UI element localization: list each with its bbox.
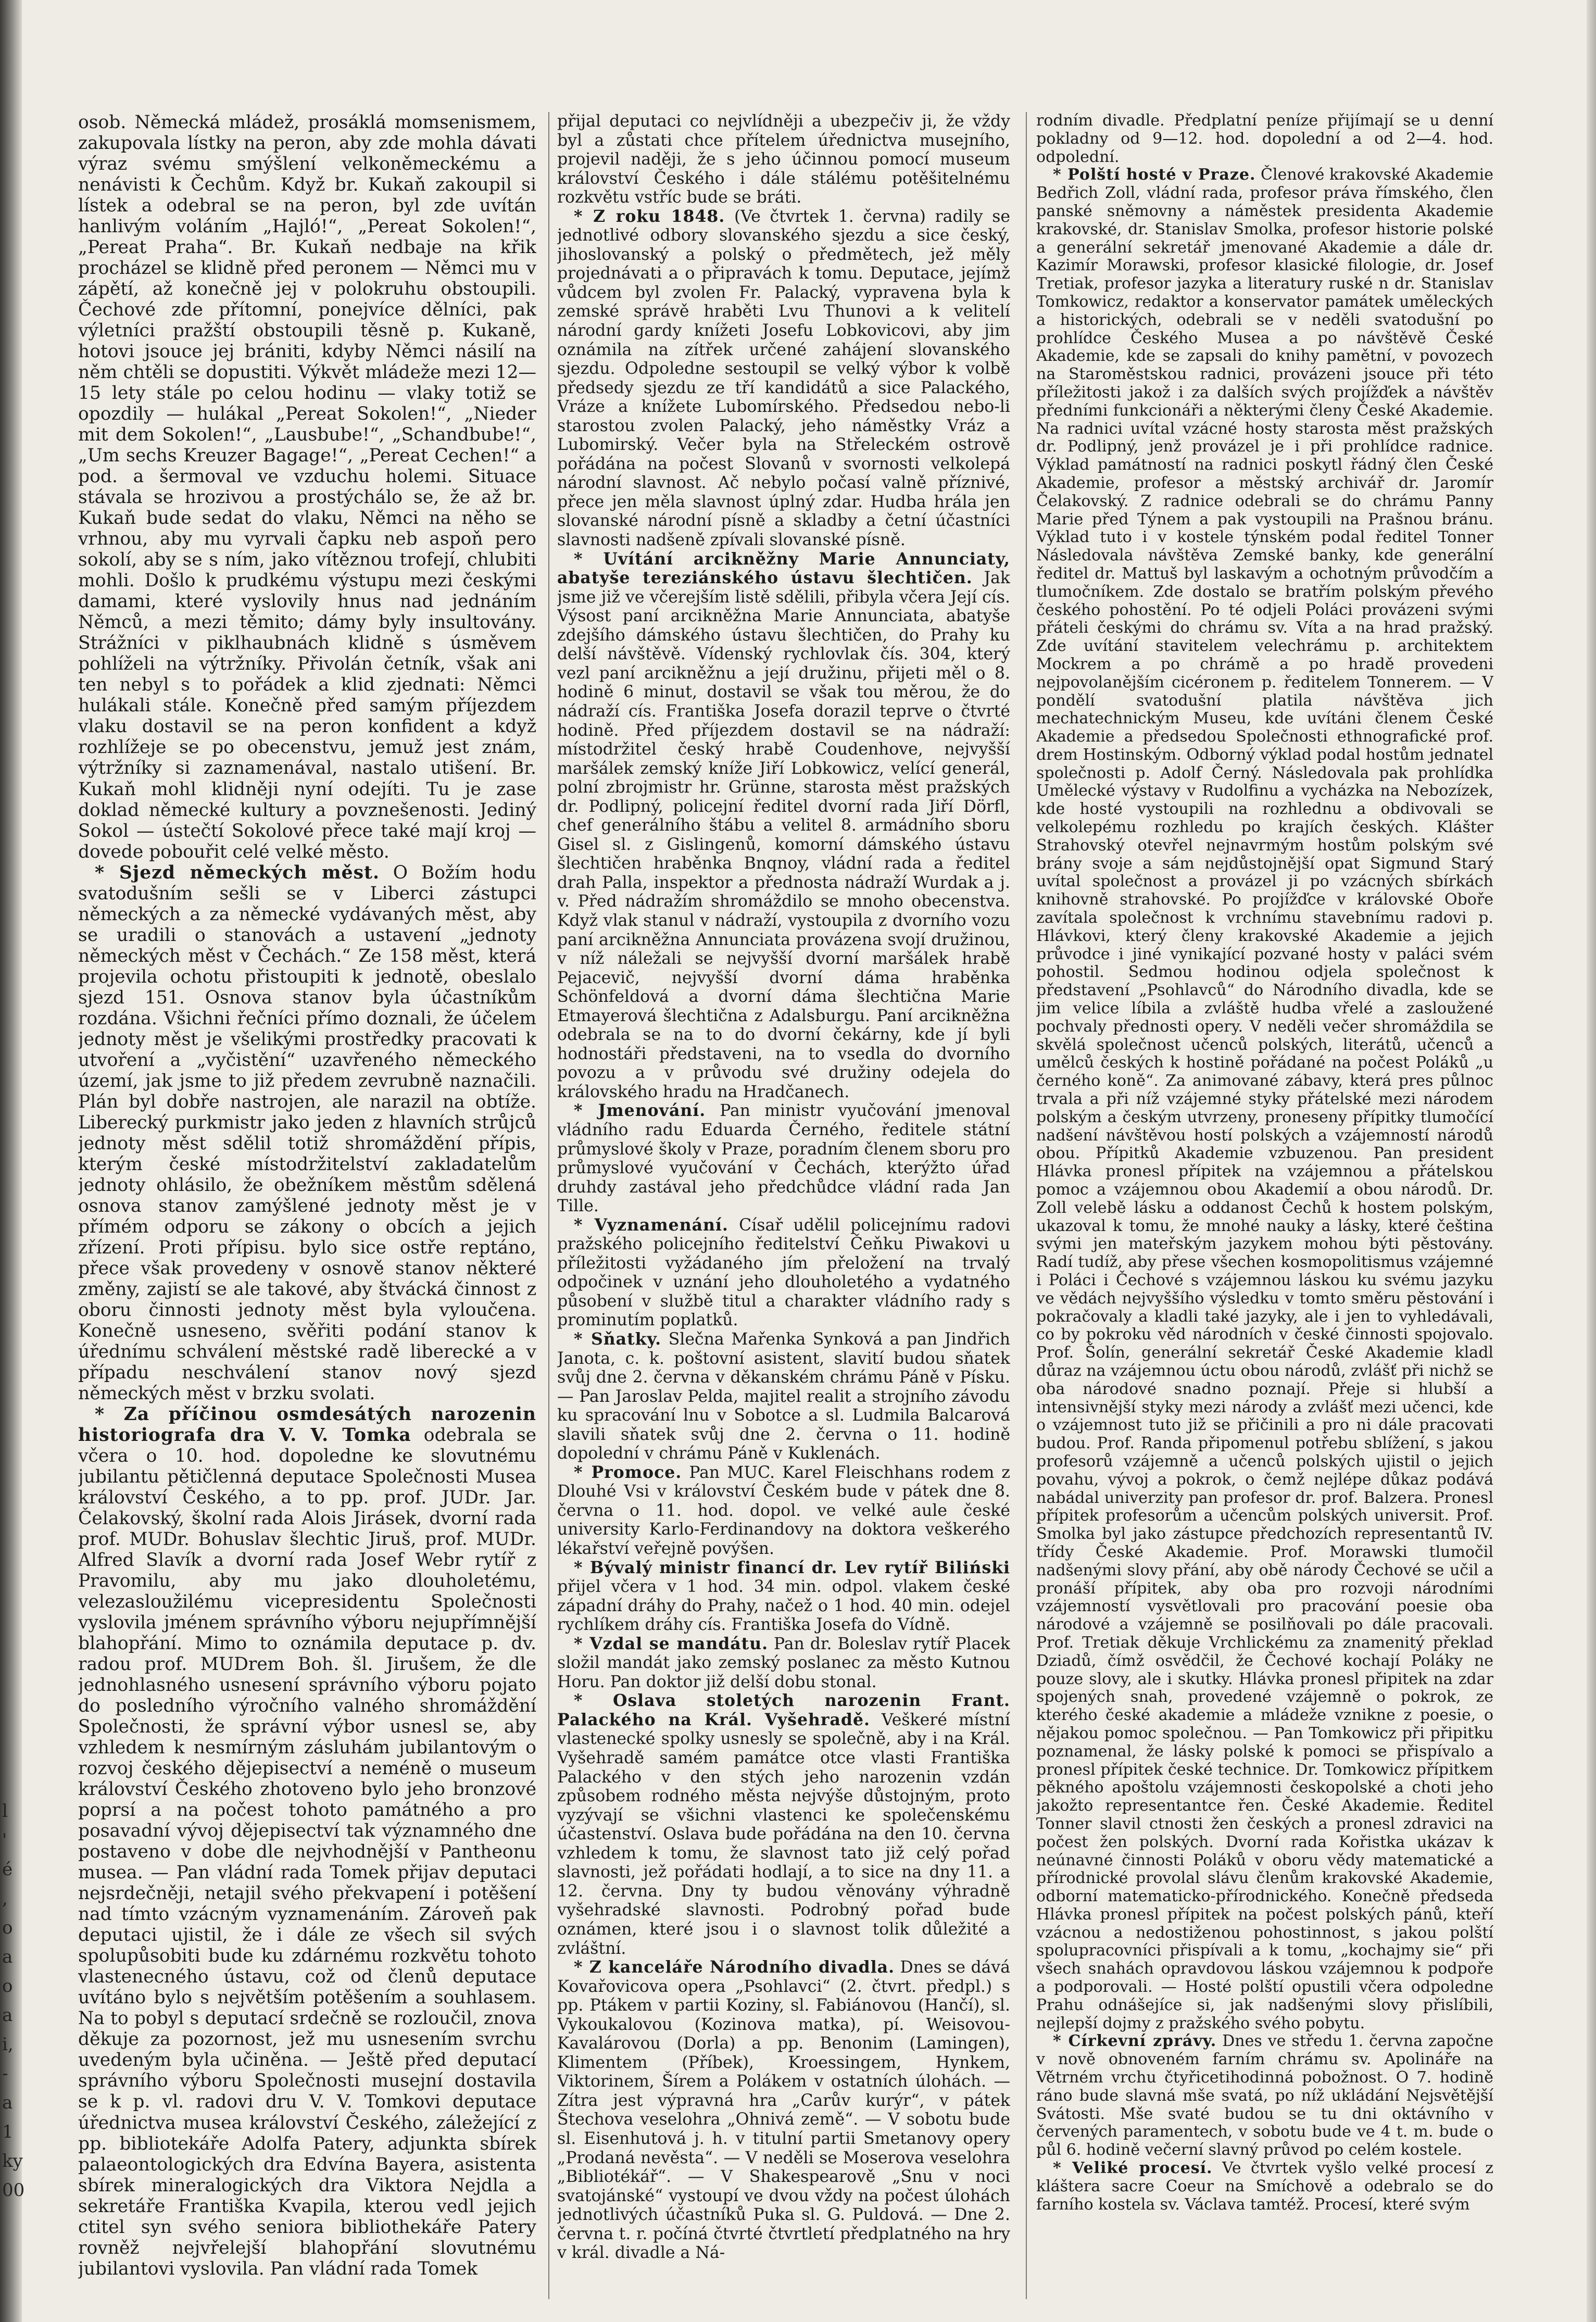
news-item-heading: * Oslava stoletých narozenin Frant. Palackého na Král. Vyšehradě. <box>557 1691 1010 1729</box>
news-item-body: přijel včera v 1 hod. 34 min. odpol. vlakem české západní dráhy do Prahy, načež o 1 hod. 40 min. odejel rychlíkem dráhy cís. Františka Josefa do Vídně. <box>557 1577 1010 1635</box>
news-item-body: Pan ministr vyučování jmenoval vládního radu Eduarda Černého, ředitele státní průmyslové školy v Praze, poradním členem sboru pro průmyslové vyučování v Čechách, kterýžto úřad druhdy zastával jeho předchůdce vládní rada Jan Tille. <box>557 1101 1010 1216</box>
news-item <box>1036 2032 1493 2160</box>
news-item <box>557 1958 1010 2263</box>
news-item-body: Dnes se dává Kovařovicova opera „Psohlavci“ (2. čtvrt. předpl.) s pp. Ptákem v partii Koziny, sl. Fabiánovou (Hančí), sl. Vykoukalovou (Kozinova matka), pí. Weisovou-Kavalárovou (Dorla) a pp. Benonim (Lamingen), Klimentem (Příbek), Kroessingem, Hynkem, Viktorinem, Šírem a Polákem v ostatních úlohách. — Zítra jest výpravná hra „Carův kurýr“, v pátek Štechova veselohra „Ohnivá země“. — V sobotu bude sl. Eisenhutová j. h. v titulní partii Smetanovy opery „Prodaná nevěsta“. — V neděli se Moserova veselohra „Bibliotékář“. — V Shakespearově „Snu v noci svatojánské“ vystoupí ve dvou vždy na počest úlohách jednotlivých účastníků Puka sl. G. Puldová. — Dne 2. června t. r. počíná čtvrté čtvrtletí předplatného na hry v král. divadle a Ná- <box>557 1958 1010 2263</box>
news-item <box>557 1559 1010 1635</box>
news-item <box>78 862 536 1404</box>
news-item-body: osob. Německá mládež, prosáklá momsenismem, zakupovala lístky na peron, aby zde mohla dávati výraz svému smýšlení velkoněmeckému a nenávisti k Čechům. Když br. Kukaň zakoupil si lístek a odebral se na peron, byl zde uvítán hanlivým voláním „Hajló!“, „Pereat Sokolen!“, „Pereat Praha“. Br. Kukaň nedbaje na křik procházel se klidně před peronem — Němci mu v zápětí, až konečně jej v polokruhu obstoupili. Čechové zde přítomní, ponejvíce dělníci, pak výletníci pražští obstoupili těsně p. Kukaně, hotovi jsouce jej brániti, kdyby Němci násilí na něm chtěli se dopustiti. Výkvět mládeže mezi 12—15 lety stále po celou hodinu — vlaky totiž se opozdily — hulákal „Pereat Sokolen!“, „Nieder mit dem Sokolen!“, „Lausbube!“, „Schandbube!“, „Um sechs Kreuzer Bagage!“, „Pereat Cechen!“ a pod. a šermoval ve vzduchu holemi. Situace stávala se hrozivou a prostýchálo se, že až br. Kukaň bude sedat do vlaku, Němci na něho se vrhnou, aby mu vyrvali čapku neb aspoň pero sokolí, aby se s ním, jako vítěznou trofejí, chlubiti mohli. Došlo k prudkému výstupu mezi českými damami, které vyslovily hnus nad jednáním Němců, a mezi těmito; dámy byly insultovány. Strážníci v piklhaubnách klidně s úsměvem pohlíželi na výtržníky. Přivolán četník, však ani ten nebyl s to pořádek a klid zjednati: Němci hulákali stále. Konečně před samým příjezdem vlaku dostavil se na peron konfident a když rozhlížeje se po obecenstvu, jemuž jest znám, výtržníky si zaznamenával, nastalo utišení. Br. Kukaň mohl klidněji nyní odejíti. Tu je zase doklad německé kultury a povznešenosti. Jediný Sokol — ústečtí Sokolové přece také mají kroj — dovede pobouřit celé velké město. <box>78 112 536 862</box>
news-item <box>78 1404 536 2279</box>
column-divider <box>548 112 549 2299</box>
news-item-heading: * Uvítání arcikněžny Marie Annunciaty, abatyše tereziánského ústavu šlechtičen. <box>557 549 1010 588</box>
news-item-body: rodním divadle. Předplatní peníze přijímají se u denní pokladny od 9—12. hod. dopolední a od 2—4. hod. odpolední. <box>1036 112 1493 166</box>
margin-fragment: o <box>2 1917 13 1938</box>
news-item <box>557 1101 1010 1215</box>
margin-fragment: é <box>2 1859 13 1880</box>
margin-fragment: a <box>2 1947 13 1967</box>
column-2 <box>557 112 1010 2299</box>
news-item-body: Slečna Mařenka Synková a pan Jindřich Janota, c. k. poštovní asistent, slavití budou sňatek svůj dne 2. června v děkanském chrámu Páně v Písku. — Pan Jaroslav Pelda, majitel realit a strojního závodu ku spracování lnu v Sobotce a sl. Ludmila Balcarová slavili sňatek svůj dne 2. června o 11. hodině dopolední v chrámu Páně v Kuklenách. <box>557 1330 1010 1463</box>
margin-fragment: o <box>2 1976 13 1997</box>
page-edge-right <box>1587 0 1596 2322</box>
news-item-body: (Ve čtvrtek 1. června) radily se jednotlivé odbory slovanského sjezdu a sice český, jihoslovanský a polský o předmětech, jež měly projednávati a o připravách k tomu. Deputace, jejímž vůdcem byl zvolen Fr. Palacký, vypravena byla k zemské správě hraběti Lvu Thunovi a k velitelí národní gardy knížeti Josefu Lobkovicovi, aby jim oznámila na zítřek určené zahájení slovanského sjezdu. Odpoledne sestoupil se velký výbor k volbě předsedy sjezdu ze tří kandidátů a sice Palackého, Vráze a knížete Lubomírského. Předsedou nebo-li starostou zvolen Palacký, jeho náměstky Vráz a Lubomirský. Večer byla na Střeleckém ostrově pořádána na počest Slovanů v svornosti velkolepá národní slavnost. Ač nebylo počasí valně příznivé, přece jen měla slavnost úplný zdar. Hudba hrála jen slovanské národní písně a skladby a četní účastníci slavnosti nadšeně zpívali slovanské písně. <box>557 207 1010 550</box>
news-item-heading: * Jmenování. <box>574 1101 706 1121</box>
margin-fragment: - <box>2 2063 8 2084</box>
news-item-body: odebrala se včera o 10. hod. dopoledne ke slovutnému jubilantu pětičlenná deputace Společnosti Musea království Českého, a to pp. prof. JUDr. Jar. Čelakovský, školní rada Alois Jirásek, dvorní rada prof. MUDr. Bohuslav šlechtic Jiruš, prof. MUDr. Alfred Slavík a dvorní rada Josef Webr rytíř z Pravomilu, aby mu jako dlouholetému, velezasloužilému vicepresidentu Společnosti vyslovila jménem správního výboru nejupřímnější blahopřání. Mimo to oznámila deputace p. dv. radou prof. MUDrem Boh. šl. Jirušem, že dle jednohlasného usnesení správního výboru pojato do posledního výročního valného shromáždění Společnosti, že správní výbor usnesl se, aby vzhledem k nesmírným zásluhám jubilantovým o rozvoj českého dějepisectví a neméně o museum království Českého zhotoveno bylo jeho bronzové poprsí a na počest tohoto památného a pro posavadní vývoj dějepisectví tak významného dne postaveno v dobe dle nejvhodnější v Pantheonu musea. — Pan vládní rada Tomek přijav deputaci nejsrdečněji, netajil svého překvapení i potěšení nad tímto vzácným vyznamenáním. Zároveň pak deputaci ujistil, že i dále ze všech sil svých spolupůsobiti bude ku zdárnému rozkvětu tohoto vlastenecného ústavu, což od členů deputace uvítáno bylo s největším potěšením a souhlasem. Na to pobyl s deputací srdečně se rozloučil, znova děkuje za pozornost, jež mu usnesením svrchu uvedeným byla učiněna. — Ještě před deputací správního výboru Společnosti musejní dostavila se k p. vl. radovi dru V. V. Tomkovi deputace úřednictva musea království Českého, záležející z pp. bibliotekáře Adolfa Patery, adjunkta sbírek palaeontologických dra Edvína Bayera, asistenta sbírek mineralogických dra Viktora Nejdla a sekretáře Františka Kvapila, kterou vedl jejich ctitel syn svého seniora bibliothekáře Patery rovněž nejvřelejší blahopřání slovutnému jubilantovi vyslovila. Pan vládní rada Tomek <box>78 1424 536 2279</box>
news-item-heading: * Sňatky. <box>574 1329 662 1349</box>
column-3 <box>1036 112 1493 2299</box>
margin-fragment: l <box>2 1801 8 1822</box>
news-item <box>557 550 1010 1102</box>
news-item-heading: * Z kanceláře Národního divadla. <box>574 1957 895 1977</box>
news-item <box>557 1463 1010 1559</box>
news-item-body: Členové krakovské Akademie Bedřich Zoll, vládní rada, profesor práva římského, člen panské sněmovny a náměstek presidenta Akademie krakovské, dr. Stanislav Smolka, profesor historie polské a generální sekretář jmenované Akademie a dále dr. Kazimír Morawski, profesor klasické filologie, dr. Josef Tretiak, profesor jazyka a literatury ruské n dr. Stanislav Tomkowicz, redaktor a konservator památek uměleckých a historických, odebrali se v neděli svatodušní po prohlídce Českého Musea a po návštěvě České Akademie, kde se zapsali do knihy pamětní, v povozech na Staroměstskou radnici, provázeni jsouce při této příležitosti jakož i za dalších svých projížďek a návštěv předními funkcionáři a některými členy České Akademie. Na radnici uvítal vzácné hosty starosta měst pražských dr. Podlipný, jenž provázel je i při prohlídce radnice. Výklad památností na radnici poskytl řádný člen České Akademie, profesor a městský archivář dr. Jaromír Čelakovský. Z radnice odebrali se do chrámu Panny Marie před Týnem a pak vystoupili na Prašnou bránu. Výklad tuto i v kostele týnském podal ředitel Tonner Následovala návštěva Zemské banky, kde generální ředitel dr. Mattuš byl laskavým a ochotným průvodčím a tlumočníkem. Zde dostalo se bratřím polským převého českého pohostění. Po té odjeli Poláci provázeni svými přáteli českými do chrámu sv. Víta a na hrad pražský. Zde uvítání stavitelem velechrámu p. architektem Mockrem a po chrámě a po hradě provedeni nejpovolanějším cicéronem p. ředitelem Tonnerem. — V pondělí svatodušní platila návštěva jich mechatechnickým Museu, kde uvítáni členem České Akademie a předsedou Společnosti ethnografické prof. drem Hostinským. Odborný výklad podal hostům jednatel společnosti p. Adolf Černý. Následovala pak prohlídka Umělecké výstavy v Rudolfinu a vycházka na Nebozízek, kde hosté vystoupili na rozhlednu a obdivovali se velkolepému rozhledu po krajích českých. Klášter Strahovský otevřel nejnavrmým hostům polským své brány svoje a sám nejdůstojnější opat Sigmund Starý uvítal společnost a provázel ji po vzácných sbírkách knihovně strahovské. Po projížďce v královské Oboře zavítala společnost k vrchnímu stavebnímu radovi p. Hlávkovi, který členy krakovské Akademie a jejich průvodce i jiné vynikající pozvané hosty v paláci svém pohostil. Sedmou hodinou odjela společnost k představení „Psohlavců“ do Národního divadla, kde se jim velice líbila a zvláště hudba vřelé a zasloužené pochvaly přednosti opery. V neděli večer shromáždila se skvělá společnost učenců polských, literátů, učenců a umělců českých k hostině pořádané na počest Poláků „u černého koně“. Za animované zábavy, která pres půlnoc trvala a při níž vzájemné styky přátelské mezi národem polským a českým utvrzeny, proneseny přípitky tlumočící nadšení návštěvou hostí polských a vzájemností národů obou. Přípitků Akademie vzbuzenou. Pan president Hlávka pronesl přípitek na vzájemnou a přátelskou pomoc a vzájemnou obou Akademií a obou národů. Dr. Zoll velebě lásku a oddanost Čechů k hostem polským, ukazoval k tomu, že mnohé nauky a lásky, které čeština svými jen mateřským jazykem mohou býti pěstovány. Radí tudíž, aby přese všechen kosmopolitismus vzájemné i Poláci i Čechové s vzájemnou láskou ku svému jazyku ve vědách nejvyššího výsledku v tomto směru pěstování i pokračovaly a kladli také jazyky, ale i jen to vyhledávali, co by pokroku věd národních v české činnosti spojovalo. Prof. Šolín, generální sekretář České Akademie kladl důraz na vzájemnou úctu obou národů, zvlášť při nichž se oba národové snadno poznají. Přeje si hlubší a intensivnější styky mezi národy a zvlášť mezi učenci, kde o vzájemnost tuto již se přičinili a pro ni dále pracovati budou. Prof. Randa připomenul potřebu sblížení, s jakou profesorů vzájemně a učenců polských ujistil o jejich povahu, vývoj a pokrok, o čemž nejlépe důkaz podává nabádal univerzity pan profesor dr. prof. Balzera. Pronesl přípitek profesorům a učencům polských universit. Prof. Smolka byl jako zástupce předchozích representantů IV. třídy České Akademie. Prof. Morawski tlumočil nadšenými slovy přání, aby obě národy Čechové se učil a pronáší přípitek, aby oba pro rozvoji národními vzájemností vysvětlovali pro pracování poesie oba národové a vzájemně se posilňovali po dále pracovali. Prof. Tretiak děkuje Vrchlickému za znamenitý překlad Dziadů, čímž osvědčil, že Čechové kochají Poláky ne pouze slovy, ale i skutky. Hlávka pronesl připitek na zdar spojených snah, provedené vzájemně o pokrok, ze kterého české akademie a mládeže vznikne z poesie, o nějakou pomoc společnou. — Pan Tomkowicz při připitku poznamenal, že lásky polské k pomoci se přispívalo a pronesl přípitek české technice. Dr. Tomkowicz přípitkem pěkného apoštolu vzájemnosti českopolské a choti jeho jakožto representantce řen. České Akademie. Ředitel Tonner slavil ctnosti žen českých a pronesl zdravici na počest žen polských. Dvorní rada Kořistka ukázav k neúnavné činnosti Poláků v oboru vědy matematické a přírodnické provolal slávu členům krakovské Akademie, odborní matematicko-přírodnického. Konečně předseda Hlávka pronesl přípitek na počest polských pánů, kteří vzácnou a nedostiženou pohostinnost, s jakou polští spolupracovníci přispívali a k tomu, „kochajmy sie“ při všech snahách opravdovou láskou vzájemnou k podpoře a podporovali. — Hosté polští opustili včera odpoledne Prahu odnášejíce si, jak nadšenými slovy přislíbili, nejlepší dojmy z pražského svého pobytu. <box>1036 166 1493 2032</box>
news-item-body: O Božím hodu svatodušním sešli se v Liberci zástupci německých a za německé vydávaných měst, aby se uradili o stanovách a ustavení „jednoty německých měst v Čechách.“ Ze 158 měst, která projevila ochotu přistoupiti k jednotě, obeslalo sjezd 151. Osnova stanov byla účastníkům rozdána. Všichni řečníci přímo doznali, že účelem jednoty měst je všelikými prostředky pracovati k utvoření a „vyčistění“ uzavřeného německého území, jak jsme to již předem zevrubně naznačili. Plán byl dobře nastrojen, ale narazil na obtíže. Liberecký purkmistr jako jeden z hlavních strůjců jednoty měst sdělil totiž shromáždění přípis, kterým české místodržitelství zakladatelům jednoty ohlásilo, že obežníkem městům sdělená osnova stanov zamýšlené jednoty měst je v přímém odporu se zákony o obcích a jejich zřízení. Proti přípisu. bylo sice ostře reptáno, přece však provedeny v osnově stanov některé změny, zajistí se ale takové, aby štvácká činnost z oboru činnosti jednoty měst byla vyloučena. Konečně usneseno, svěřiti podání stanov k úřednímu schválení městské radě liberecké a v případu neschválení stanov nový sjezd německých měst v brzku svolati. <box>78 862 536 1404</box>
previous-page-margin-fragments <box>2 1797 25 2205</box>
article-columns <box>78 112 1562 2299</box>
news-item <box>557 207 1010 550</box>
news-item <box>557 1691 1010 1958</box>
margin-fragment: a <box>2 2005 13 2026</box>
news-item-body: přijal deputaci co nejvlídněji a ubezpečiv ji, že vždy byl a zůstati chce přítelem úřednictva musejního, projevil naději, že s jeho účinnou pomocí museum království Českého i dále stálému potěšitelnému rozkvětu vstříc bude se bráti. <box>557 112 1010 207</box>
column-1 <box>78 112 536 2299</box>
news-item-body: Jak jsme již ve včerejším listě sdělili, přibyla včera Její cís. Výsost paní arcikněžna Marie Annunciata, abatyše zdejšího dámského ústavu šlechtičen, do Prahy ku delší návštěvě. Vídenský rychlovlak čís. 304, který vezl paní arcikněžnu a její družinu, přijeti měl o 8. hodině 6 minut, dostavil se však tou měrou, že do nádraží cís. Františka Josefa dorazil teprve o čtvrté hodině. Před příjezdem dostavil se na nádraží: místodržitel český hrabě Coudenhove, nejvyšší maršálek zemský kníže Jiří Lobkowicz, velící generál, polní zbrojmistr hr. Grünne, starosta měst pražských dr. Podlipný, policejní ředitel dvorní rada Jiří Dörfl, chef generálního štábu a velitel 8. armádního sboru Gisel sl. z Gislingenů, komorní dámského ústavu šlechtičen hraběnka Bnqnoy, vládní rada a ředitel drah Palla, inspektor a přednosta nádraží Wurdak a j. v. Před nádražím shromáždilo se mnoho obecenstva. Když vlak stanul v nádraží, vystoupila z dvorního vozu paní arcikněžna Annunciata provázena svojí družinou, v níž náležali se nejvyšší dvorní maršálek hrabě Pejacevič, nejvyšší dvorní dáma hraběnka Schönfeldová a dvorní dáma šlechtična Marie Etmayerová šlechtična z Adalsburgu. Paní arcikněžna odebrala se na to do dvorní čekárny, kde jí byli hodnostáři představeni, na to vsedla do dvorního povozu a v průvodu své družiny odejela do královského hradu na Hradčanech. <box>557 569 1010 1101</box>
news-item-heading: * Vzdal se mandátu. <box>574 1634 769 1653</box>
margin-fragment: 00 <box>2 2180 25 2201</box>
news-item-heading: * Bývalý ministr financí dr. Lev rytíř Biliński <box>574 1558 1010 1577</box>
news-item <box>78 112 536 862</box>
news-item-heading: * Vyznamenání. <box>574 1215 728 1235</box>
news-item <box>557 1330 1010 1463</box>
news-item-heading: * Církevní zprávy. <box>1053 2032 1217 2051</box>
news-item <box>557 112 1010 207</box>
news-item-body: Veškeré místní vlastenecké spolky usnesly se společně, aby i na Král. Vyšehradě samém památce otce vlasti Františka Palackého v den stých jeho narozenin vzdán způsobem rodného města nejvýše důstojným, proto vyzývají se všichni vlastenci ke společenskému účastenství. Oslava bude pořádána na den 10. června vzhledem k tomu, že slavnost tato již celý pořad slavnosti, jež pořádati hodlají, a to sice na dny 11. a 12. června. Dny ty budou věnovány výhradně vyšehradské slavnosti. Podrobný pořad bude oznámen, které jsou i o slavnost tolik důležité a zvláštní. <box>557 1710 1010 1958</box>
news-item <box>1036 2160 1493 2214</box>
news-item-heading: * Promoce. <box>574 1462 682 1482</box>
margin-fragment: 1 <box>2 2122 14 2142</box>
news-item <box>1036 166 1493 2032</box>
news-item <box>557 1216 1010 1330</box>
news-item-heading: * Z roku 1848. <box>574 206 725 226</box>
news-item-body: Pan MUC. Karel Fleischhans rodem z Dlouhé Vsi v království Českém bude v pátek dne 8. června o 11. hod. dopol. ve velké aule české university Karlo-Ferdinandovy na doktora veškerého lékařství veřejně povýšen. <box>557 1463 1010 1559</box>
column-divider <box>1026 112 1027 2299</box>
news-item <box>557 1635 1010 1692</box>
news-item-heading: * Za příčinou osmdesátých narozenin historiografa dra V. V. Tomka <box>78 1403 536 1446</box>
margin-fragment: ky <box>2 2151 23 2172</box>
margin-fragment: ' <box>2 1830 7 1851</box>
news-item-heading: * Veliké procesí. <box>1053 2159 1213 2178</box>
news-item <box>1036 112 1493 166</box>
news-item-heading: * Polští hosté v Praze. <box>1053 166 1256 184</box>
news-item-body: Císař udělil policejnímu radovi pražského policejního ředitelství Čeňku Piwakovi u příležitosti vyžádaného jím přeložení na trvalý odpočinek v uznání jeho dlouholetého a vydatného působení v službě titul a charakter vládního rady s prominutím poplatků. <box>557 1215 1010 1330</box>
margin-fragment: , <box>2 1888 8 1909</box>
margin-fragment: i, <box>2 2034 14 2055</box>
news-item-body: Ve čtvrtek vyšlo velké procesí z kláštera sacre Coeur na Smíchově a odebralo se do farního kostela sv. Václava tamtéž. Procesí, které svým <box>1036 2159 1493 2214</box>
news-item-heading: * Sjezd německých měst. <box>95 862 380 883</box>
news-item-body: Dnes ve středu 1. června započne v nově obnoveném farním chrámu sv. Apolináře na Větrném vrchu čtyřicetihodinná pobožnost. O 7. hodině ráno bude slavná mše svatá, po níž ukládání Nejsvětější Svátosti. Mše svaté budou se tu dni oktávního v červených paramentech, v sobotu bude ve 4 t. m. bude o půl 6. hodině večerní slavný průvod po celém kostele. <box>1036 2032 1493 2160</box>
margin-fragment: a <box>2 2092 13 2113</box>
news-item-body: Pan dr. Boleslav rytíř Placek složil mandát jako zemský poslanec za město Kutnou Horu. Pan doktor již delší dobu stonal. <box>557 1634 1010 1691</box>
